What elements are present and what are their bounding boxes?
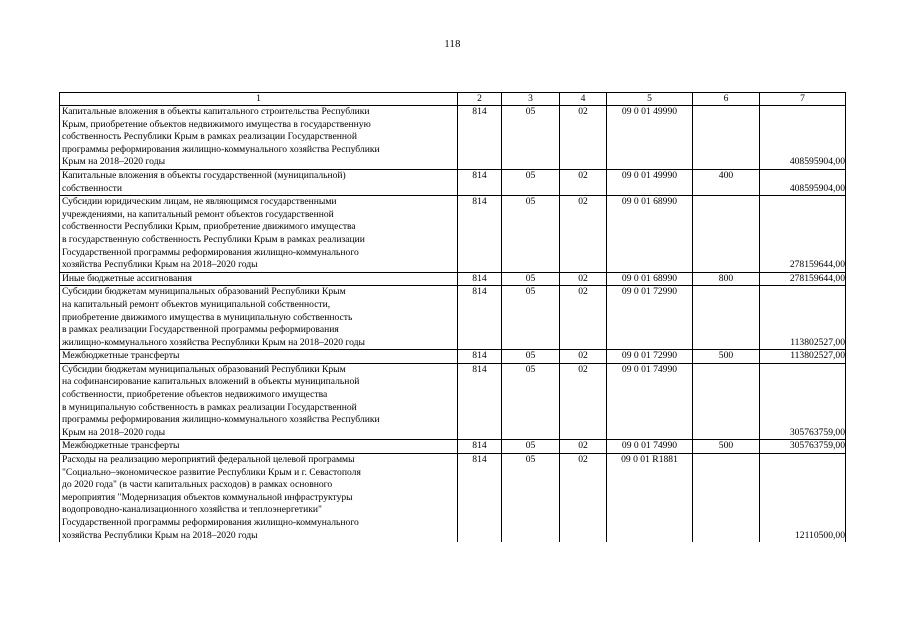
- budget-table: [59, 92, 846, 542]
- table-row: [60, 286, 846, 350]
- column-header-row: [60, 93, 846, 106]
- ministry-code: 814: [458, 363, 502, 440]
- amount: 408595904,00: [760, 106, 846, 170]
- ministry-code: 814: [458, 196, 502, 273]
- table-row: [60, 440, 846, 454]
- section-code: 05: [502, 454, 560, 543]
- table-row: [60, 169, 846, 195]
- row-description: Капитальные вложения в объекты государственной (муниципальной) собственности: [60, 169, 458, 195]
- ministry-code: 814: [458, 350, 502, 364]
- target-article-code: 09 0 01 72990: [607, 286, 693, 350]
- page-number: 118: [444, 39, 461, 50]
- amount: 113802527,00: [760, 286, 846, 350]
- table-row: [60, 350, 846, 364]
- column-header: 4: [560, 93, 607, 106]
- target-article-code: 09 0 01 49990: [607, 106, 693, 170]
- expense-type-code: 500: [693, 350, 760, 364]
- amount: 305763759,00: [760, 440, 846, 454]
- table-row: [60, 272, 846, 286]
- subsection-code: 02: [560, 363, 607, 440]
- ministry-code: 814: [458, 454, 502, 543]
- subsection-code: 02: [560, 169, 607, 195]
- ministry-code: 814: [458, 106, 502, 170]
- table-row: [60, 363, 846, 440]
- section-code: 05: [502, 286, 560, 350]
- subsection-code: 02: [560, 350, 607, 364]
- target-article-code: 09 0 01 68990: [607, 196, 693, 273]
- column-header: 3: [502, 93, 560, 106]
- table-row: [60, 106, 846, 170]
- column-header: 1: [60, 93, 458, 106]
- amount: 113802527,00: [760, 350, 846, 364]
- column-header: 6: [693, 93, 760, 106]
- amount: 305763759,00: [760, 363, 846, 440]
- section-code: 05: [502, 196, 560, 273]
- section-code: 05: [502, 106, 560, 170]
- amount: 12110500,00: [760, 454, 846, 543]
- row-description: Межбюджетные трансферты: [60, 350, 458, 364]
- section-code: 05: [502, 350, 560, 364]
- subsection-code: 02: [560, 272, 607, 286]
- expense-type-code: [693, 106, 760, 170]
- target-article-code: 09 0 01 74990: [607, 363, 693, 440]
- expense-type-code: [693, 286, 760, 350]
- section-code: 05: [502, 272, 560, 286]
- subsection-code: 02: [560, 196, 607, 273]
- subsection-code: 02: [560, 440, 607, 454]
- subsection-code: 02: [560, 106, 607, 170]
- table-row: [60, 454, 846, 543]
- ministry-code: 814: [458, 272, 502, 286]
- ministry-code: 814: [458, 169, 502, 195]
- section-code: 05: [502, 363, 560, 440]
- row-description: Иные бюджетные ассигнования: [60, 272, 458, 286]
- subsection-code: 02: [560, 286, 607, 350]
- row-description: Капитальные вложения в объекты капитального строительства Республики Крым, приобретение объектов недвижимого имущества в государственную собственность Республики Крым в рамках реализации Государственной программы реформирования жилищно-коммунального хозяйства Республики Крым на 2018–2020 годы: [60, 106, 458, 170]
- expense-type-code: [693, 196, 760, 273]
- expense-type-code: 400: [693, 169, 760, 195]
- column-header: 7: [760, 93, 846, 106]
- ministry-code: 814: [458, 286, 502, 350]
- subsection-code: 02: [560, 454, 607, 543]
- row-description: Субсидии бюджетам муниципальных образований Республики Крым на софинансирование капитальных вложений в объекты муниципальной собственности, приобретение объектов недвижимого имущества в муниципальную собственность в рамках реализации Государственной программы реформирования жилищно-коммунального хозяйства Республики Крым на 2018–2020 годы: [60, 363, 458, 440]
- row-description: Межбюджетные трансферты: [60, 440, 458, 454]
- table-row: [60, 196, 846, 273]
- column-header: 5: [607, 93, 693, 106]
- row-description: Субсидии бюджетам муниципальных образований Республики Крым на капитальный ремонт объектов муниципальной собственности, приобретение движимого имущества в муниципальную собственность в рамках реализации Государственной программы реформирования жилищно-коммунального хозяйства Республики Крым на 2018–2020 годы: [60, 286, 458, 350]
- target-article-code: 09 0 01 68990: [607, 272, 693, 286]
- row-description: Расходы на реализацию мероприятий федеральной целевой программы "Социально–экономическое развитие Республики Крым и г. Севастополя до 2020 года" (в части капитальных расходов) в рамках основного мероприятия "Модернизация объектов коммунальной инфраструктуры водопроводно-канализационного хозяйства и теплоэнергетики" Государственной программы реформирования жилищно-коммунального хозяйства Республики Крым на 2018–2020 годы: [60, 454, 458, 543]
- row-description: Субсидии юридическим лицам, не являющимся государственными учреждениями, на капитальный ремонт объектов государственной собственности Республики Крым, приобретение движимого имущества в государственную собственность Республики Крым в рамках реализации Государственной программы реформирования жилищно-коммунального хозяйства Республики Крым на 2018–2020 годы: [60, 196, 458, 273]
- expense-type-code: [693, 454, 760, 543]
- target-article-code: 09 0 01 R1881: [607, 454, 693, 543]
- target-article-code: 09 0 01 72990: [607, 350, 693, 364]
- amount: 278159644,00: [760, 272, 846, 286]
- amount: 408595904,00: [760, 169, 846, 195]
- expense-type-code: 800: [693, 272, 760, 286]
- expense-type-code: 500: [693, 440, 760, 454]
- ministry-code: 814: [458, 440, 502, 454]
- column-header: 2: [458, 93, 502, 106]
- section-code: 05: [502, 169, 560, 195]
- amount: 278159644,00: [760, 196, 846, 273]
- target-article-code: 09 0 01 49990: [607, 169, 693, 195]
- section-code: 05: [502, 440, 560, 454]
- target-article-code: 09 0 01 74990: [607, 440, 693, 454]
- expense-type-code: [693, 363, 760, 440]
